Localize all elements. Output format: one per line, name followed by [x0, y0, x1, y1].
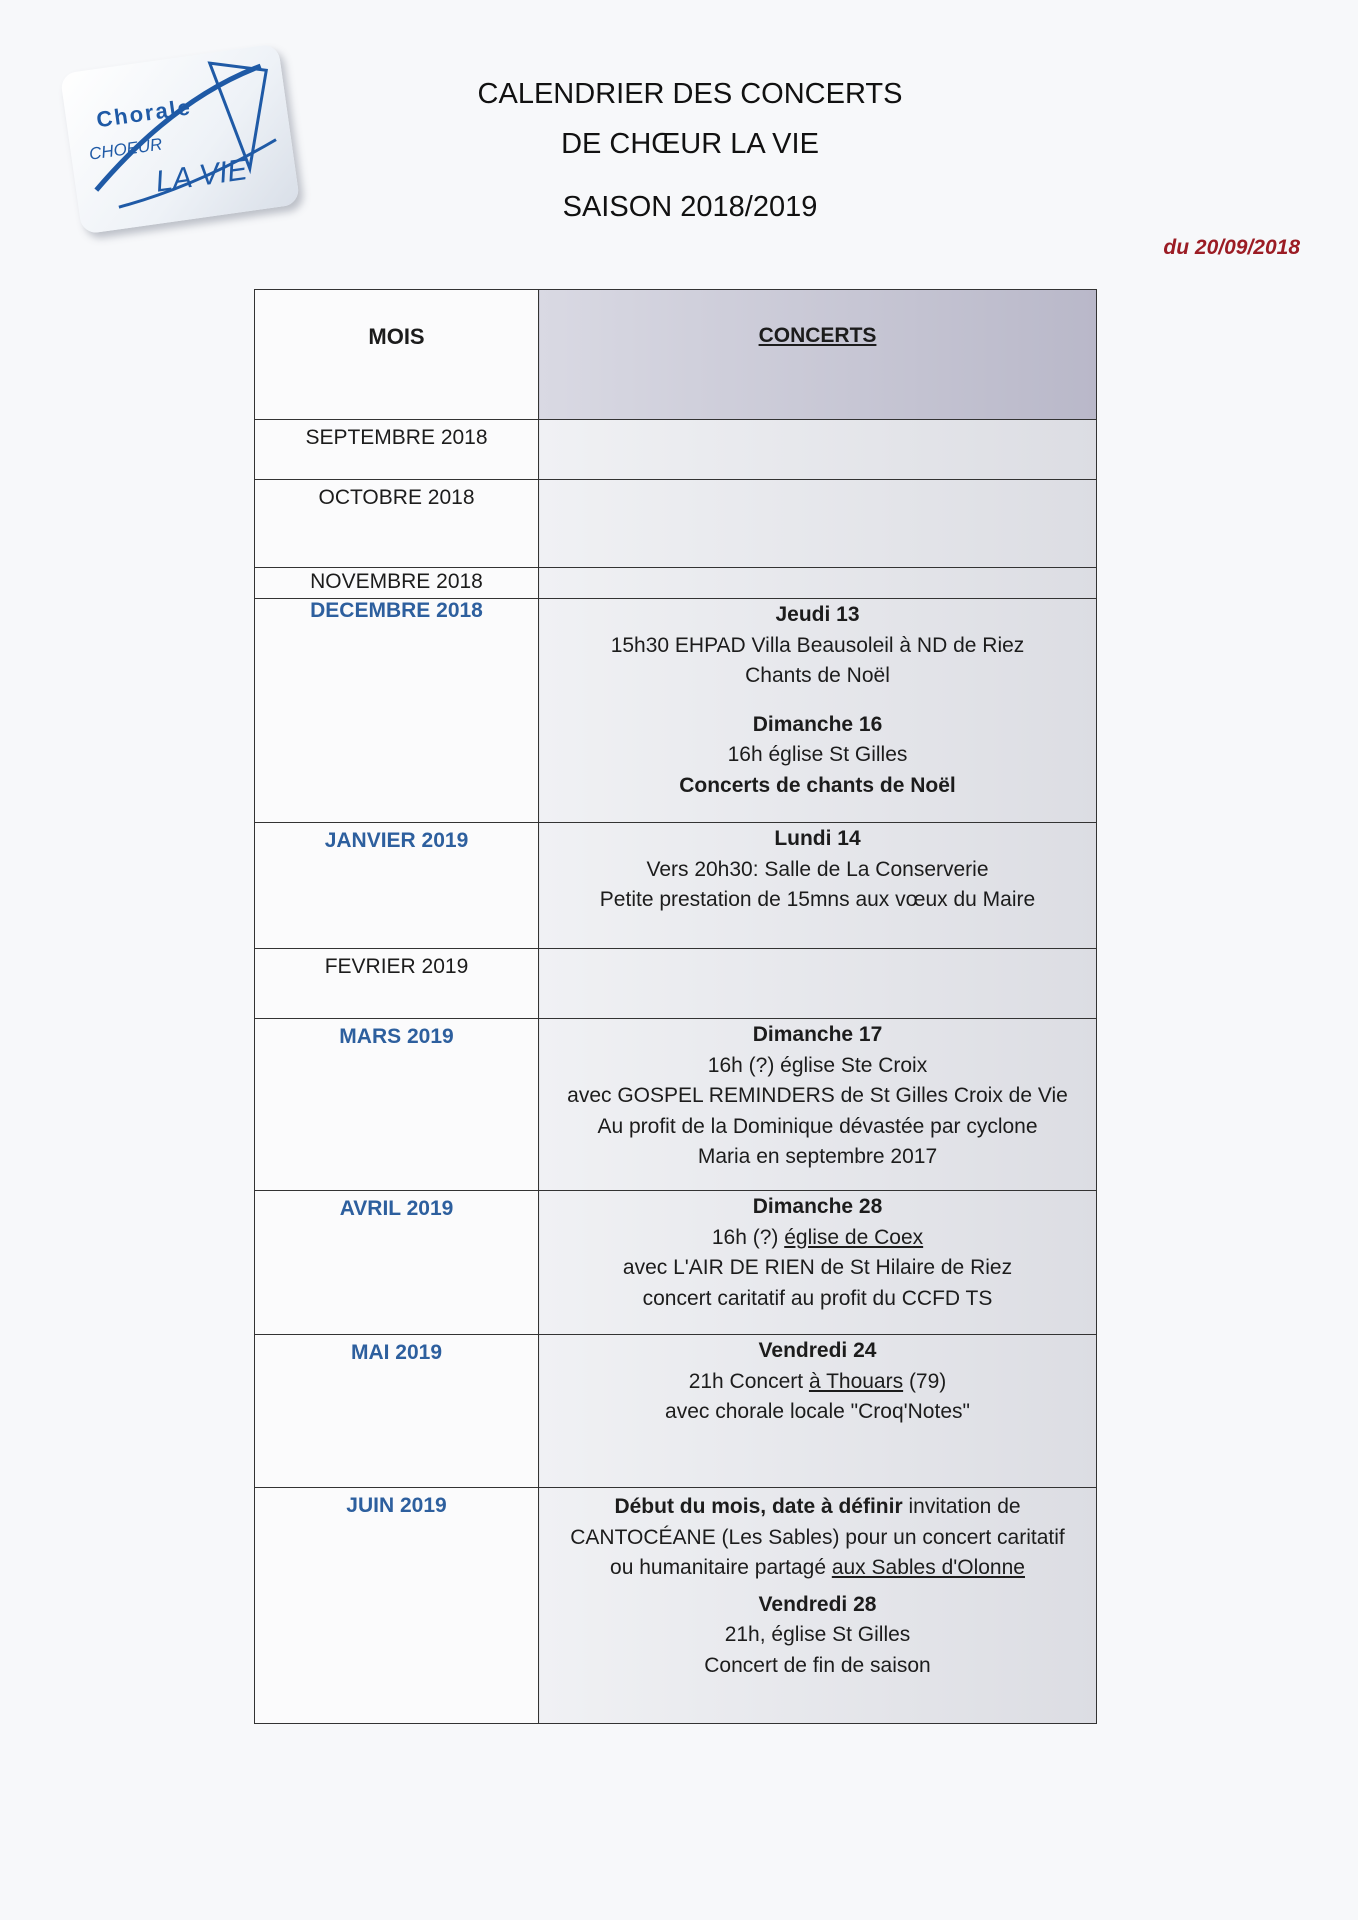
- concert-cell: [539, 1335, 1097, 1488]
- concert-cell: [539, 480, 1097, 568]
- table-row: [255, 568, 1097, 599]
- concert-cell: [539, 823, 1097, 949]
- event-text: invitation de: [902, 1495, 1021, 1518]
- event-line: avec L'AIR DE RIEN de St Hilaire de Riez: [622, 1256, 1013, 1279]
- month-cell: DECEMBRE 2018: [255, 599, 539, 823]
- col-header-mois: MOIS: [255, 290, 539, 420]
- month-cell: MAI 2019: [255, 1335, 539, 1488]
- event-date-note: Début du mois, date à définir: [614, 1495, 903, 1518]
- venue-text: à Thouars: [808, 1369, 904, 1393]
- month-cell: JANVIER 2019: [255, 823, 539, 949]
- table-row: [255, 1019, 1097, 1191]
- logo-text-lavie: LA VIE: [153, 153, 250, 199]
- event-line: avec chorale locale "Croq'Notes": [665, 1400, 970, 1423]
- event-text: ou humanitaire partagé: [610, 1556, 832, 1579]
- month-cell: FEVRIER 2019: [255, 949, 539, 1019]
- event-line: [540, 1367, 1095, 1398]
- event-time: 21h Concert: [688, 1369, 809, 1393]
- month-cell: AVRIL 2019: [255, 1191, 539, 1335]
- table-row: [255, 599, 1097, 823]
- month-cell: JUIN 2019: [255, 1488, 539, 1724]
- event-line: CANTOCÉANE (Les Sables) pour un concert caritatif: [570, 1525, 1065, 1549]
- logo-text-chorale: Chorale: [94, 94, 194, 133]
- chorale-logo: [60, 43, 300, 234]
- event-line: [540, 1553, 1095, 1584]
- event-day: Dimanche 16: [752, 712, 883, 736]
- event-day: Dimanche 17: [752, 1023, 883, 1046]
- page-title-line-1: CALENDRIER DES CONCERTS: [477, 78, 903, 110]
- logo-text-choeur: CHOEUR: [87, 134, 164, 164]
- concert-cell: [539, 1191, 1097, 1335]
- concert-cell: [539, 1019, 1097, 1191]
- table-row: [255, 1335, 1097, 1488]
- table-row: [255, 1191, 1097, 1335]
- venue-text: aux Sables d'Olonne: [831, 1556, 1025, 1579]
- month-cell: OCTOBRE 2018: [255, 480, 539, 568]
- table-header-row: [255, 290, 1097, 420]
- table-row: [255, 480, 1097, 568]
- event-day: Lundi 14: [774, 827, 861, 850]
- month-cell: NOVEMBRE 2018: [255, 568, 539, 599]
- col-header-concerts: CONCERTS: [539, 290, 1097, 420]
- event-day: Vendredi 24: [758, 1339, 877, 1362]
- table-row: [255, 823, 1097, 949]
- event-line: concert caritatif au profit du CCFD TS: [642, 1286, 993, 1310]
- table-row: [255, 420, 1097, 480]
- month-cell: SEPTEMBRE 2018: [255, 420, 539, 480]
- logo-swoosh-icon: [60, 43, 300, 234]
- event-line: Chants de Noël: [745, 664, 890, 687]
- concert-cell: [539, 420, 1097, 480]
- event-line: 15h30 EHPAD Villa Beausoleil à ND de Riez: [610, 633, 1025, 657]
- issue-date: du 20/09/2018: [1163, 236, 1300, 259]
- event-line: Petite prestation de 15mns aux vœux du Maire: [599, 888, 1036, 911]
- season-title: SAISON 2018/2019: [562, 191, 818, 223]
- event-line: 21h, église St Gilles: [724, 1623, 911, 1646]
- event-line: Concerts de chants de Noël: [679, 773, 956, 797]
- table-row: [255, 1488, 1097, 1724]
- concert-cell: [539, 949, 1097, 1019]
- event-day: Jeudi 13: [775, 603, 860, 626]
- event-line: 16h église St Gilles: [727, 743, 908, 766]
- event-day: Dimanche 28: [752, 1195, 883, 1218]
- event-line: Concert de fin de saison: [704, 1653, 931, 1677]
- event-line: Maria en septembre 2017: [697, 1145, 938, 1168]
- concert-cell: [539, 1488, 1097, 1724]
- event-line: 16h (?) église Ste Croix: [707, 1053, 928, 1077]
- concert-cell: [539, 568, 1097, 599]
- concert-calendar-table: [254, 289, 1097, 1724]
- concert-cell: [539, 599, 1097, 823]
- event-line: avec GOSPEL REMINDERS de St Gilles Croix de Vie: [567, 1084, 1068, 1107]
- event-line: Au profit de la Dominique dévastée par cyclone: [597, 1114, 1038, 1138]
- event-time: 16h (?): [711, 1225, 785, 1249]
- venue-link: église de Coex: [784, 1225, 924, 1249]
- month-cell: MARS 2019: [255, 1019, 539, 1191]
- table-row: [255, 949, 1097, 1019]
- event-line: Vers 20h30: Salle de La Conserverie: [646, 857, 989, 881]
- page-title-line-2: DE CHŒUR LA VIE: [561, 128, 819, 160]
- event-line: [540, 1223, 1095, 1254]
- event-line: [540, 1492, 1095, 1523]
- event-day: Vendredi 28: [758, 1592, 877, 1616]
- event-dept: (79): [903, 1369, 947, 1393]
